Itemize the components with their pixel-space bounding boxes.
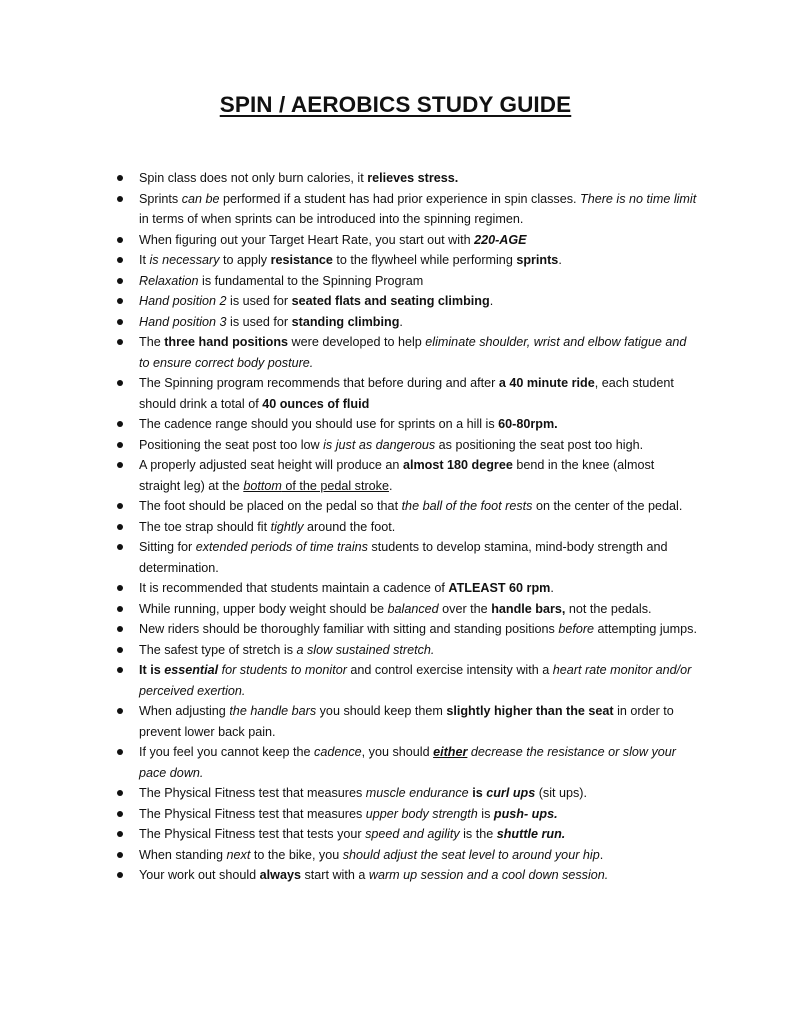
list-item-text: push- ups.	[493, 806, 558, 821]
list-item-text: A properly adjusted seat height will produce an	[139, 458, 403, 472]
list-item	[114, 414, 699, 435]
list-item-text: extended periods of time trains	[195, 540, 368, 554]
list-item-text: start with a	[300, 868, 369, 882]
list-item	[114, 230, 699, 251]
list-item-text: handle bars,	[491, 601, 566, 616]
list-item-text: It is	[139, 663, 165, 677]
list-item	[114, 865, 699, 886]
bullet-icon	[117, 872, 123, 878]
list-item-text: Sprints	[139, 191, 182, 206]
list-item-text: .	[388, 478, 393, 493]
list-item-text: is	[477, 806, 494, 821]
list-item-text: .	[558, 253, 562, 267]
list-item-text: always	[259, 868, 301, 882]
bullet-icon	[117, 257, 123, 263]
list-item-text: (sit ups).	[535, 786, 588, 800]
bullet-icon	[117, 749, 123, 755]
list-item-text: is fundamental to the Spinning Program	[198, 273, 424, 288]
list-item-text: muscle endurance	[365, 786, 469, 800]
bullet-icon	[117, 626, 123, 632]
bullet-icon	[117, 462, 123, 468]
list-item-text: eliminate shoulder, wrist and elbow fatigue and to ensure correct body posture.	[139, 335, 687, 370]
list-item-text: to the bike, you	[250, 847, 343, 862]
list-item	[114, 271, 699, 292]
bullet-icon	[117, 852, 123, 858]
list-item-text: sprints	[516, 253, 559, 267]
bullet-icon	[117, 442, 123, 448]
list-item-text: you should keep them	[316, 704, 447, 718]
list-item-text: is	[468, 786, 487, 800]
list-item-text: around the foot.	[303, 519, 396, 534]
list-item-text: on the center of the pedal.	[532, 499, 683, 513]
list-item	[114, 496, 699, 517]
list-item-text: .	[489, 294, 494, 308]
list-item	[114, 517, 699, 538]
list-item	[114, 250, 699, 271]
list-item	[114, 640, 699, 661]
list-item-text: either	[433, 745, 468, 759]
list-item-text: The Physical Fitness test that tests your	[139, 827, 366, 841]
list-item-text: of the pedal stroke	[281, 478, 389, 493]
list-item	[114, 332, 699, 373]
list-item-text: curl ups	[486, 786, 536, 800]
bullet-icon	[117, 196, 123, 202]
list-item-text: standing climbing	[291, 314, 400, 329]
list-item-text: almost 180 degree	[402, 458, 513, 472]
list-item-text: three hand positions	[164, 335, 289, 349]
list-item	[114, 845, 699, 866]
list-item-text: in terms of when sprints can be introduced into the spinning regimen.	[139, 212, 524, 226]
list-item-text: 220-AGE	[474, 232, 527, 247]
list-item-text: resistance	[270, 253, 333, 267]
list-item-text: is used for	[226, 294, 292, 308]
list-item	[114, 804, 699, 825]
list-item-text: heart rate monitor and/or perceived exertion.	[139, 663, 692, 698]
bullet-icon	[117, 606, 123, 612]
bullet-icon	[117, 319, 123, 325]
bullet-icon	[117, 175, 123, 181]
list-item	[114, 742, 699, 783]
list-item-text: The Physical Fitness test that measures	[139, 786, 366, 800]
list-item-text: balanced	[387, 601, 439, 616]
list-item	[114, 537, 699, 578]
list-item-text: , you should	[361, 745, 434, 759]
list-item-text: When adjusting	[139, 704, 230, 718]
list-item-text: When standing	[139, 847, 227, 862]
list-item-text: attempting jumps.	[594, 622, 697, 636]
list-item-text: seated flats and seating climbing	[291, 294, 490, 308]
list-item-text: students to develop stamina, mind-body strength and determination.	[139, 540, 668, 575]
list-item-text: Sitting for	[139, 540, 196, 554]
list-item	[114, 660, 699, 701]
bullet-icon	[117, 339, 123, 345]
list-item-text: in order to prevent lower back pain.	[139, 704, 674, 739]
list-item-text: Your work out should	[139, 868, 260, 882]
list-item-text: as positioning the seat post too high.	[435, 437, 644, 452]
list-item-text: should adjust the seat level to around your hip	[342, 847, 600, 862]
list-item-text: The safest type of stretch is	[139, 642, 297, 657]
list-item-text: When figuring out your Target Heart Rate, you start out with	[139, 232, 475, 247]
list-item-text: .	[399, 314, 403, 329]
list-item-text: Positioning the seat post too low	[139, 437, 324, 452]
list-item-text: The Physical Fitness test that measures	[139, 806, 366, 821]
list-item-text: The toe strap should fit	[139, 519, 271, 534]
list-item-text: .	[599, 847, 604, 862]
list-item-text: decrease the resistance or slow your pace down.	[139, 745, 676, 780]
bullet-icon	[117, 708, 123, 714]
list-item-text: is the	[459, 827, 497, 841]
list-item	[114, 701, 699, 742]
list-item-text: .	[550, 581, 554, 595]
list-item-text: tightly	[270, 519, 304, 534]
list-item-text: 40 ounces of fluid	[262, 396, 370, 411]
bullet-icon	[117, 421, 123, 427]
list-item-text: New riders should be thoroughly familiar with sitting and standing positions	[139, 622, 559, 636]
list-item-text: Hand position 3	[139, 314, 227, 329]
list-item	[114, 291, 699, 312]
bullet-icon	[117, 298, 123, 304]
list-item	[114, 578, 699, 599]
bullet-icon	[117, 585, 123, 591]
list-item-text: The	[139, 335, 165, 349]
list-item	[114, 599, 699, 620]
list-item	[114, 373, 699, 414]
list-item-text: were developed to help	[288, 335, 426, 349]
list-item-text: the handle bars	[229, 704, 317, 718]
bullet-icon	[117, 667, 123, 673]
bullet-icon	[117, 278, 123, 284]
list-item-text: There is no time limit	[580, 191, 697, 206]
list-item-text: bottom	[243, 478, 282, 493]
list-item	[114, 783, 699, 804]
list-item-text: bend in the knee (almost straight leg) at the	[139, 458, 655, 493]
list-item-text: If you feel you cannot keep the	[139, 745, 315, 759]
bullet-icon	[117, 524, 123, 530]
bullet-icon	[117, 647, 123, 653]
list-item-text: the ball of the foot rests	[401, 499, 533, 513]
list-item-text: before	[558, 622, 595, 636]
list-item-text: essential	[164, 663, 219, 677]
list-item	[114, 435, 699, 456]
list-item-text: over the	[438, 601, 492, 616]
list-item-text: next	[226, 847, 251, 862]
bullet-icon	[117, 811, 123, 817]
bullet-icon	[117, 831, 123, 837]
list-item-text: relieves stress.	[367, 171, 459, 185]
bullet-icon	[117, 544, 123, 550]
list-item	[114, 312, 699, 333]
list-item-text: not the pedals.	[565, 601, 652, 616]
list-item-text: The foot should be placed on the pedal so that	[139, 499, 402, 513]
list-item-text: warm up session and a cool down session.	[368, 868, 609, 882]
list-item-text: a 40 minute ride	[498, 376, 595, 390]
list-item-text: Hand position 2	[139, 294, 227, 308]
list-item-text: upper body strength	[365, 806, 478, 821]
bullet-icon	[117, 380, 123, 386]
list-item-text: can be	[181, 191, 220, 206]
list-item	[114, 168, 699, 189]
list-item-text: shuttle run.	[496, 827, 566, 841]
list-item-text: slightly higher than the seat	[446, 704, 614, 718]
list-item-text: is necessary	[149, 253, 220, 267]
list-item-text: and control exercise intensity with a	[346, 663, 553, 677]
list-item-text: to apply	[219, 253, 271, 267]
list-item-text: is just as dangerous	[323, 437, 436, 452]
page-title: SPIN / AEROBICS STUDY GUIDE	[219, 92, 572, 117]
list-item-text: The cadence range should you should use for sprints on a hill is	[139, 417, 499, 431]
list-item-text: , each student should drink a total of	[139, 376, 674, 411]
list-item-text: The Spinning program recommends that before during and after	[139, 376, 499, 390]
list-item-text: to the flywheel while performing	[332, 253, 517, 267]
list-item	[114, 824, 699, 845]
study-guide-list	[114, 168, 699, 886]
list-item-text: It	[139, 253, 150, 267]
bullet-icon	[117, 503, 123, 509]
list-item-text: 60-80rpm.	[498, 417, 558, 431]
list-item-text: While running, upper body weight should be	[139, 601, 388, 616]
list-item-text: is used for	[226, 314, 292, 329]
list-item-text: Spin class does not only burn calories, it	[139, 171, 368, 185]
list-item-text: performed if a student has had prior experience in spin classes.	[219, 191, 581, 206]
list-item-text: a slow sustained stretch.	[296, 642, 435, 657]
list-item-text: It is recommended that students maintain a cadence of	[139, 581, 449, 595]
bullet-icon	[117, 790, 123, 796]
list-item-text: speed and agility	[365, 827, 460, 841]
list-item-text: ATLEAST 60 rpm	[448, 581, 551, 595]
list-item-text: for students to monitor	[218, 663, 347, 677]
list-item	[114, 189, 699, 230]
list-item-text: cadence	[314, 745, 362, 759]
bullet-icon	[117, 237, 123, 243]
list-item-text: Relaxation	[139, 273, 199, 288]
list-item	[114, 455, 699, 496]
list-item	[114, 619, 699, 640]
